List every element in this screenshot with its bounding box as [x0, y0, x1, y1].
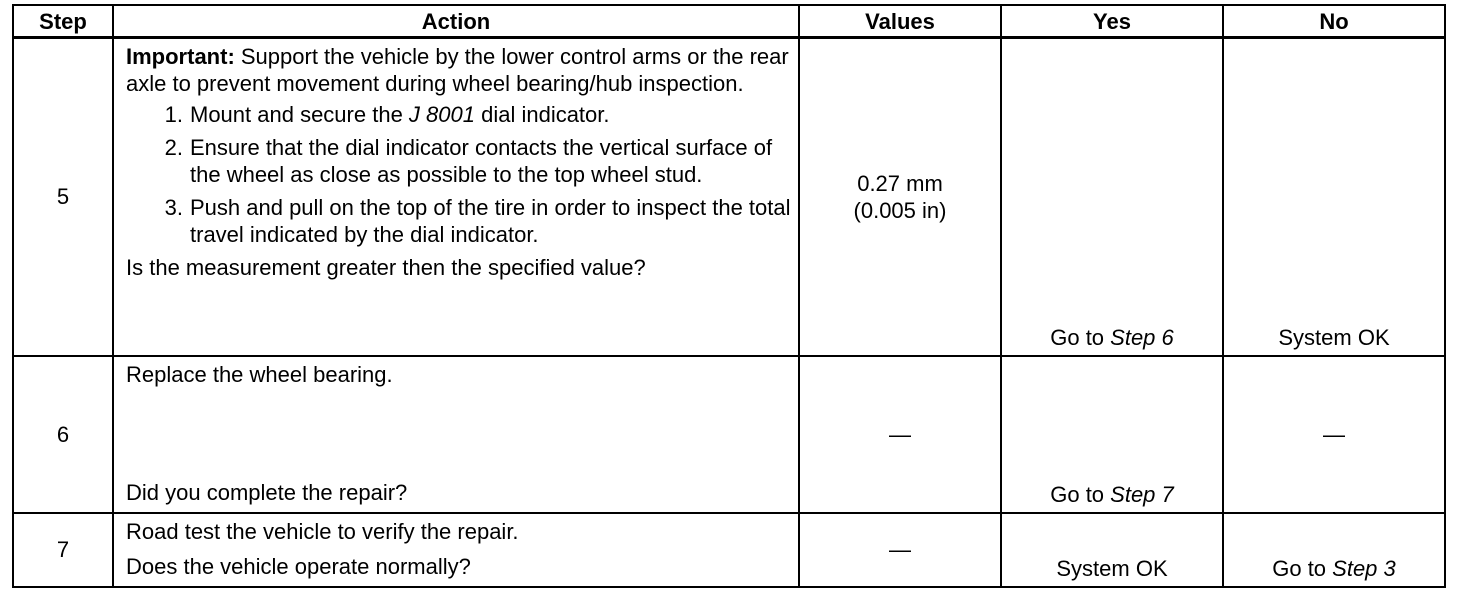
item-number: 1.: [164, 102, 183, 127]
list-item: [126, 101, 792, 128]
item-text: Push and pull on the top of the tire in order to inspect the total travel indicated by the dial indicator.: [190, 195, 791, 247]
value-imperial: (0.005 in): [853, 197, 947, 223]
question-text: Is the measurement greater then the specified value?: [126, 255, 646, 280]
important-label: Important:: [126, 44, 235, 69]
question-text: Does the vehicle operate normally?: [126, 553, 471, 579]
instruction-list: [126, 101, 792, 248]
header-action: Action: [113, 5, 799, 38]
action-cell: [113, 513, 799, 587]
step-number: 6: [13, 356, 113, 513]
action-cell: [113, 38, 799, 356]
header-step: Step: [13, 5, 113, 38]
step-number: 5: [13, 38, 113, 356]
no-cell: —: [1223, 356, 1445, 513]
important-text: Support the vehicle by the lower control arms or the rear axle to prevent movement during wheel bearing/hub inspection.: [126, 44, 789, 96]
table-row-step-5: [13, 38, 1445, 356]
yes-step-link[interactable]: Step 7: [1110, 481, 1174, 507]
yes-step-link[interactable]: Step 6: [1110, 324, 1174, 350]
header-row: [13, 5, 1445, 38]
item-number: 2.: [164, 135, 183, 160]
item-text: [190, 101, 792, 128]
tool-reference: J 8001: [408, 102, 475, 127]
header-values: Values: [799, 5, 1001, 38]
values-cell: —: [799, 356, 1001, 513]
no-cell: [1223, 513, 1445, 587]
table-row-step-7: [13, 513, 1445, 587]
table-row-step-6: [13, 356, 1445, 513]
question-text: Did you complete the repair?: [126, 479, 408, 505]
list-item: [126, 134, 792, 188]
item-text: Ensure that the dial indicator contacts the vertical surface of the wheel as close as possible to the top wheel stud.: [190, 135, 773, 187]
action-cell: [113, 356, 799, 513]
header-yes: Yes: [1001, 5, 1223, 38]
values-cell: —: [799, 513, 1001, 587]
list-item: [126, 194, 792, 248]
values-cell: [799, 38, 1001, 356]
step-number: 7: [13, 513, 113, 587]
no-prefix: Go to: [1272, 555, 1333, 581]
no-step-link[interactable]: Step 3: [1332, 555, 1396, 581]
diagnostic-table: [12, 4, 1446, 588]
action-text: Replace the wheel bearing.: [126, 361, 393, 387]
yes-cell: System OK: [1001, 513, 1223, 587]
header-no: No: [1223, 5, 1445, 38]
yes-prefix: Go to: [1050, 481, 1111, 507]
yes-cell: [1001, 38, 1223, 356]
yes-prefix: Go to: [1050, 324, 1111, 350]
item-text-post: dial indicator.: [474, 102, 610, 127]
important-note: [126, 43, 792, 97]
action-text: Road test the vehicle to verify the repair.: [126, 518, 519, 544]
item-number: 3.: [164, 195, 183, 220]
item-text-pre: Mount and secure the: [190, 102, 409, 127]
value-metric: 0.27 mm: [857, 170, 943, 196]
no-cell: System OK: [1223, 38, 1445, 356]
yes-cell: [1001, 356, 1223, 513]
